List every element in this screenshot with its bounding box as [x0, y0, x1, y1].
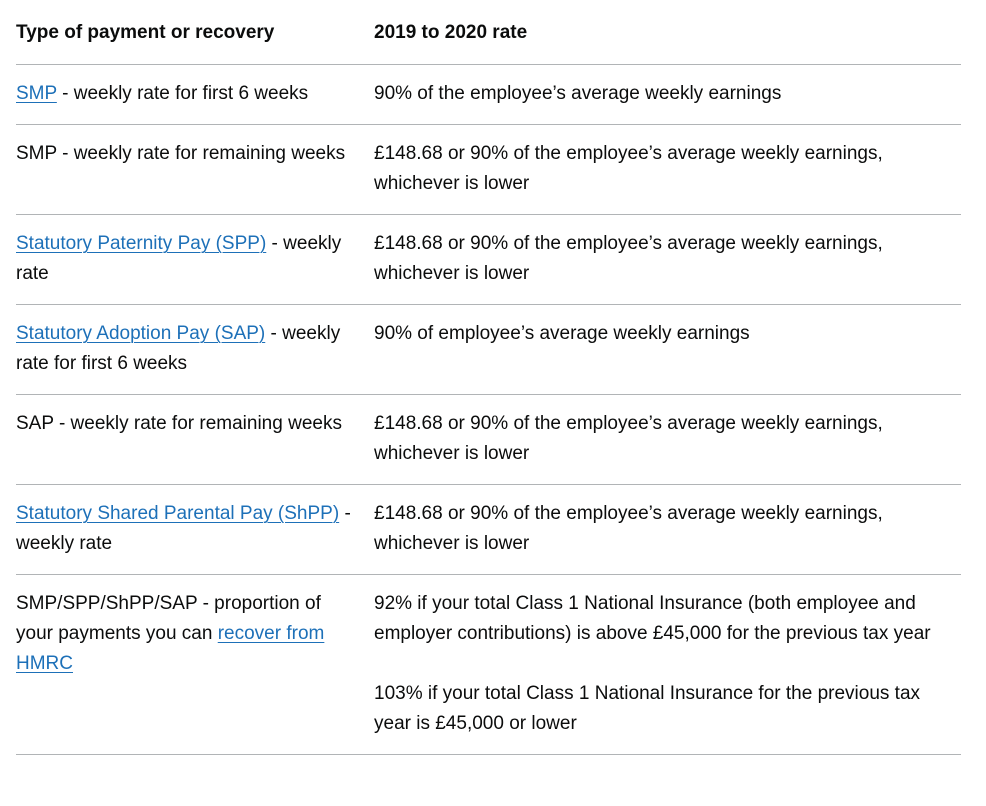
cell-type — [16, 485, 374, 575]
table-row — [16, 305, 961, 395]
cell-type: SMP - weekly rate for remaining weeks — [16, 125, 374, 215]
table-row — [16, 395, 961, 485]
table-row — [16, 65, 961, 125]
cell-type: SAP - weekly rate for remaining weeks — [16, 395, 374, 485]
cell-type-text: - weekly rate — [16, 503, 351, 554]
table-row — [16, 215, 961, 305]
rate-paragraph-above-threshold: 92% if your total Class 1 National Insurance (both employee and employer contributions) is above £45,000 for the previous tax year — [374, 593, 931, 644]
recover-from-hmrc-link[interactable]: recover from HMRC — [16, 623, 325, 674]
table-row — [16, 575, 961, 755]
table-row — [16, 125, 961, 215]
cell-rate: £148.68 or 90% of the employee’s average weekly earnings, whichever is lower — [374, 125, 961, 215]
cell-type-text: SMP/SPP/ShPP/SAP - proportion of your payments you can — [16, 593, 321, 644]
cell-rate: £148.68 or 90% of the employee’s average weekly earnings, whichever is lower — [374, 395, 961, 485]
cell-rate: 90% of employee’s average weekly earnings — [374, 305, 961, 395]
column-header-type: Type of payment or recovery — [16, 17, 374, 65]
table-row — [16, 485, 961, 575]
rates-table — [16, 17, 961, 755]
cell-rate: £148.68 or 90% of the employee’s average weekly earnings, whichever is lower — [374, 485, 961, 575]
smp-link[interactable]: SMP — [16, 83, 57, 104]
cell-rate — [374, 575, 961, 755]
statutory-paternity-pay-link[interactable]: Statutory Paternity Pay (SPP) — [16, 233, 267, 254]
rate-paragraph-below-threshold: 103% if your total Class 1 National Insurance for the previous tax year is £45,000 or lower — [374, 683, 921, 734]
cell-type-text: - weekly rate for first 6 weeks — [56, 83, 309, 104]
cell-type — [16, 575, 374, 755]
cell-type — [16, 305, 374, 395]
statutory-adoption-pay-link[interactable]: Statutory Adoption Pay (SAP) — [16, 323, 266, 344]
cell-type-text: - weekly rate for first 6 weeks — [16, 323, 341, 374]
cell-type — [16, 65, 374, 125]
cell-rate: 90% of the employee’s average weekly earnings — [374, 65, 961, 125]
cell-type-text: - weekly rate — [16, 233, 342, 284]
cell-type — [16, 215, 374, 305]
column-header-rate: 2019 to 2020 rate — [374, 17, 961, 65]
statutory-shared-parental-pay-link[interactable]: Statutory Shared Parental Pay (ShPP) — [16, 503, 340, 524]
cell-rate: £148.68 or 90% of the employee’s average weekly earnings, whichever is lower — [374, 215, 961, 305]
table-header-row — [16, 17, 961, 65]
